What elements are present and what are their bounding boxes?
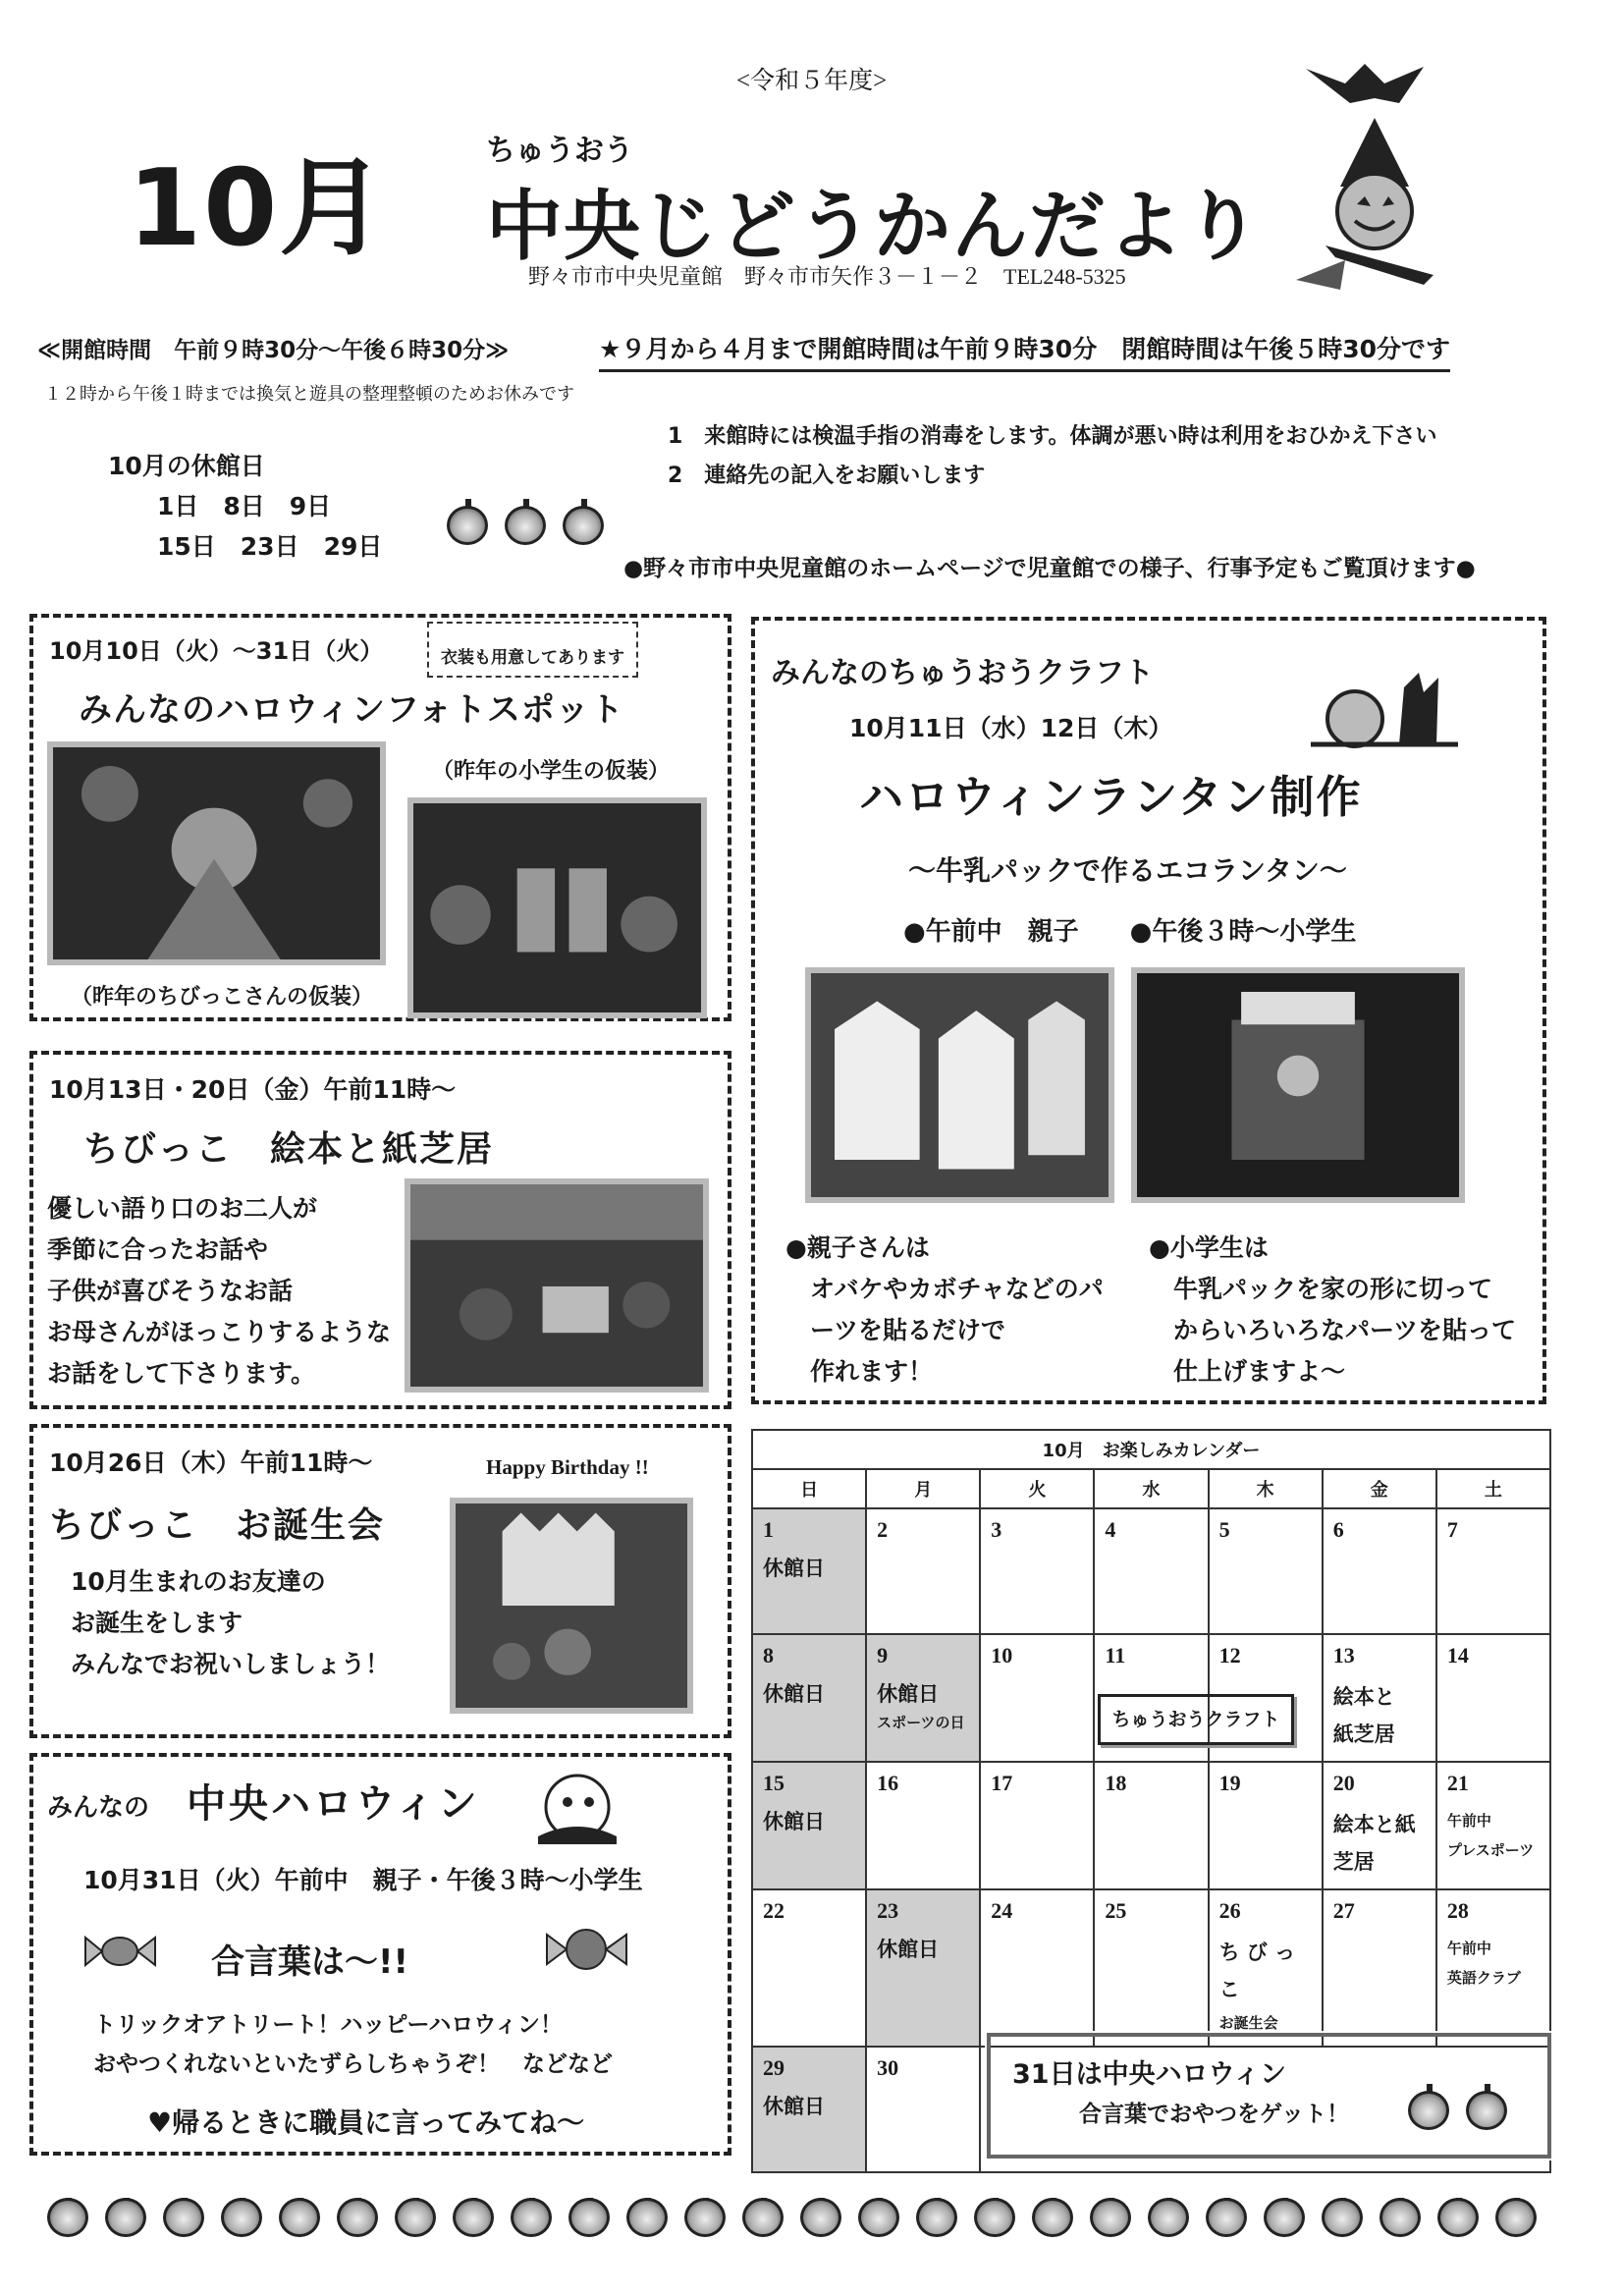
birthday-title: ちびっこ お誕生会 [49, 1505, 386, 1546]
witch-pumpkin-icon [1286, 49, 1463, 295]
final-note-line-2: 合言葉でおやつをゲット！ [1079, 2102, 1350, 2127]
day-number: 18 [1105, 1771, 1127, 1795]
fiscal-year: <令和５年度> [736, 68, 888, 94]
weekday-fri: 金 [1323, 1469, 1436, 1508]
pumpkin-icon [1380, 2198, 1421, 2237]
day-number: 26 [1218, 1898, 1241, 1923]
title-ruby: ちゅうおう [486, 134, 633, 168]
day-number: 5 [1218, 1517, 1230, 1542]
craft-parent-line: オバケやカボチャなどのパ [810, 1275, 1104, 1303]
play-sports-label: プレスポーツ [1446, 1841, 1535, 1859]
day-number: 28 [1446, 1898, 1469, 1923]
halloween-line-3: ♥帰るときに職員に言ってみてね～ [147, 2106, 585, 2139]
craft-date: 10月11日（水）12日（木） [849, 714, 1173, 742]
day-number: 16 [877, 1771, 899, 1795]
weekday-thu: 木 [1209, 1469, 1323, 1508]
calendar-day [980, 1634, 1094, 1762]
pumpkin-icon [1206, 2198, 1247, 2237]
newsletter-title: 中央じどうかんだより [486, 183, 1263, 271]
pumpkin-icon [1437, 2198, 1479, 2237]
month-title: 10月 [128, 147, 388, 270]
closed-label: 休館日 [763, 1557, 825, 1580]
craft-parent-text [785, 1228, 1104, 1393]
weekday-sun: 日 [752, 1469, 866, 1508]
pumpkin-icon [221, 2198, 262, 2237]
calendar-day [1323, 1762, 1436, 1889]
rule-2: 2 連絡先の記入をお願いします [668, 464, 986, 488]
day-number: 30 [877, 2055, 899, 2080]
address: 野々市市中央児童館 野々市市矢作３－１－２ TEL248-5325 [528, 264, 1126, 289]
day-number: 8 [763, 1643, 774, 1667]
calendar-day [866, 2047, 980, 2172]
day-number: 3 [991, 1517, 1002, 1542]
birthday-text [71, 1561, 390, 1685]
caption-elementary: （昨年の小学生の仮装） [432, 759, 671, 784]
english-club-label: 英語クラブ [1446, 1969, 1521, 1987]
aikotoba: 合言葉は～!! [211, 1942, 409, 1982]
candy-icon [83, 1930, 157, 1974]
craft-kids-line: 牛乳パックを家の形に切って [1173, 1275, 1493, 1303]
calendar-day [752, 1508, 866, 1634]
pumpkin-icon [337, 2198, 378, 2237]
day-number: 10 [991, 1643, 1013, 1667]
calendar-day [1094, 1508, 1208, 1634]
day-number: 22 [763, 1898, 784, 1923]
pumpkin-icon [47, 2198, 88, 2237]
day-number: 20 [1332, 1771, 1355, 1795]
pumpkin-icon [1148, 2198, 1189, 2237]
happy-birthday: Happy Birthday !! [486, 1455, 649, 1479]
calendar-day [866, 1508, 980, 1634]
closed-label: 休館日 [763, 2095, 825, 2118]
ehon-label: 絵本と [1332, 1685, 1395, 1709]
ehon-label: 芝居 [1332, 1850, 1375, 1874]
birthday-line: 10月生まれのお友達の [71, 1567, 326, 1596]
tanjokai-label: お誕生会 [1218, 2014, 1278, 2032]
calendar-day [1209, 1762, 1323, 1889]
final-note-box [987, 2033, 1551, 2159]
day-number: 6 [1332, 1517, 1344, 1542]
calendar-day [752, 1889, 866, 2047]
ehon-label: 絵本と紙 [1332, 1813, 1416, 1836]
pumpkin-icon [1408, 2091, 1449, 2130]
calendar-day [866, 1634, 980, 1762]
calendar-day [1094, 1762, 1208, 1889]
halloween-line-2: おやつくれないといたずらしちゃうぞ！ などなど [93, 2051, 613, 2077]
closed-days-row2: 15日 23日 29日 [157, 532, 383, 561]
closed-days-row1: 1日 8日 9日 [157, 492, 332, 520]
calendar-day [1436, 1762, 1550, 1889]
pumpkin-icon [1264, 2198, 1305, 2237]
day-number: 23 [877, 1898, 899, 1923]
pumpkins-icon [447, 506, 621, 549]
candy-icon [545, 1923, 628, 1977]
ehon-text [47, 1188, 391, 1394]
day-number: 7 [1446, 1517, 1458, 1542]
photo-lantern-1 [805, 967, 1114, 1203]
weekday-sat: 土 [1436, 1469, 1550, 1508]
calendar-day [980, 1762, 1094, 1889]
day-number: 19 [1218, 1771, 1241, 1795]
calendar-day [980, 1889, 1094, 2047]
ehon-line: お母さんがほっこりするような [47, 1318, 392, 1346]
pumpkin-icon [1090, 2198, 1131, 2237]
pumpkin-icon [800, 2198, 841, 2237]
hours-notice: ★９月から４月まで開館時間は午前９時30分 閉館時間は午後５時30分です [599, 330, 1450, 372]
craft-subtitle: ～牛乳パックで作るエコランタン～ [908, 854, 1347, 887]
day-number: 2 [877, 1517, 889, 1542]
day-number: 15 [763, 1771, 784, 1795]
photo-kids-costume [47, 741, 386, 965]
calendar-day [752, 1634, 866, 1762]
day-number: 27 [1332, 1898, 1355, 1923]
photospot-title: みんなのハロウィンフォトスポット [79, 690, 624, 730]
day-number: 11 [1105, 1643, 1126, 1667]
ehon-line: お話をして下さります。 [47, 1359, 316, 1388]
pumpkin-icon [105, 2198, 146, 2237]
calendar-day [1436, 1634, 1550, 1762]
pumpkin-icon [1322, 2198, 1363, 2237]
ehon-line: 子供が喜びそうなお話 [47, 1277, 294, 1305]
opening-hours: ≪開館時間 午前９時30分～午後６時30分≫ [37, 338, 510, 363]
craft-kids-head: ●小学生は [1149, 1233, 1269, 1262]
pumpkin-icon [505, 506, 546, 545]
craft-kids-text [1149, 1228, 1516, 1393]
day-number: 4 [1105, 1517, 1116, 1542]
birthday-date: 10月26日（木）午前11時～ [49, 1449, 373, 1477]
day-number: 24 [991, 1898, 1013, 1923]
calendar-title: 10月 お楽しみカレンダー [752, 1430, 1550, 1469]
pumpkin-icon [684, 2198, 726, 2237]
pumpkin-icon [742, 2198, 784, 2237]
day-number: 14 [1446, 1643, 1469, 1667]
pumpkin-icon [1495, 2198, 1537, 2237]
craft-kids-line: 仕上げますよ～ [1173, 1357, 1346, 1386]
day-number: 21 [1446, 1771, 1469, 1795]
calendar-day [1436, 1508, 1550, 1634]
day-number: 25 [1105, 1898, 1127, 1923]
craft-parent-line: ーツを貼るだけで [810, 1316, 1006, 1344]
ehon-line: 季節に合ったお話や [47, 1235, 269, 1264]
craft-parent-head: ●親子さんは [785, 1233, 930, 1262]
halloween-line-1: トリックオアトリート！ハッピーハロウィン！ [93, 2012, 563, 2038]
lunch-break-note: １２時から午後１時までは換気と遊具の整理整頓のためお休みです [44, 384, 574, 405]
sports-day-label: スポーツの日 [877, 1714, 965, 1731]
ehon-title: ちびっこ 絵本と紙芝居 [83, 1129, 495, 1170]
halloween-character-icon [518, 1768, 626, 1846]
am-label: 午前中 [1446, 1940, 1491, 1957]
homepage-note: ●野々市市中央児童館のホームページで児童館での様子、行事予定もご覧頂けます● [623, 556, 1476, 581]
calendar-day [1436, 1889, 1550, 2047]
craft-times: ●午前中 親子 ●午後３時～小学生 [903, 917, 1357, 947]
pumpkin-icon [974, 2198, 1015, 2237]
pumpkin-icon [395, 2198, 436, 2237]
calendar-day [866, 1889, 980, 2047]
craft-header: みんなのちゅうおうクラフト [771, 656, 1154, 690]
photospot-date: 10月10日（火）～31日（火） [49, 637, 384, 665]
closed-label: 休館日 [763, 1682, 825, 1706]
pumpkin-icon [1032, 2198, 1073, 2237]
pumpkin-border [47, 2198, 1569, 2257]
caption-kids: （昨年のちびっこさんの仮装） [71, 985, 374, 1010]
pumpkin-icon [1466, 2091, 1507, 2130]
halloween-date: 10月31日（火）午前中 親子・午後３時～小学生 [83, 1866, 643, 1894]
calendar-day [980, 1508, 1094, 1634]
craft-parent-line: 作れます！ [810, 1357, 934, 1386]
calendar-day [1094, 1889, 1208, 2047]
pumpkin-cat-icon [1311, 658, 1458, 751]
calendar-day [752, 1762, 866, 1889]
birthday-line: みんなでお祝いしましょう！ [71, 1650, 391, 1678]
closed-label: 休館日 [877, 1682, 940, 1706]
final-note-line-1: 31日は中央ハロウィン [1012, 2059, 1286, 2090]
halloween-title: 中央ハロウィン [187, 1781, 480, 1827]
ehon-date: 10月13日・20日（金）午前11時～ [49, 1075, 457, 1104]
calendar-day [1209, 1508, 1323, 1634]
halloween-pre: みんなの [47, 1793, 150, 1823]
day-number: 29 [763, 2055, 784, 2080]
closed-label: 休館日 [877, 1938, 940, 1961]
pumpkin-icon [511, 2198, 552, 2237]
weekday-wed: 水 [1094, 1469, 1208, 1508]
costume-note: 衣装も用意してあります [427, 622, 638, 678]
pumpkin-icon [447, 506, 488, 545]
weekday-mon: 月 [866, 1469, 980, 1508]
pumpkin-icon [626, 2198, 668, 2237]
photo-storytelling [405, 1178, 709, 1393]
ehon-label: 紙芝居 [1332, 1722, 1395, 1746]
closed-label: 休館日 [763, 1810, 825, 1833]
am-label: 午前中 [1446, 1812, 1491, 1830]
craft-calendar-label: ちゅうおうクラフト [1098, 1694, 1294, 1745]
day-number: 12 [1218, 1643, 1241, 1667]
weekday-tue: 火 [980, 1469, 1094, 1508]
photo-lantern-2 [1131, 967, 1465, 1203]
day-number: 13 [1332, 1643, 1355, 1667]
calendar-day [1323, 1889, 1436, 2047]
chibikko-label: ち び っ こ [1218, 1941, 1296, 2001]
calendar-day [1323, 1634, 1436, 1762]
rule-1: 1 来館時には検温手指の消毒をします。体調が悪い時は利用をおひかえ下さい [668, 424, 1437, 449]
craft-title: ハロウィンランタン制作 [859, 771, 1363, 823]
day-number: 9 [877, 1643, 889, 1667]
day-number: 17 [991, 1771, 1013, 1795]
ehon-line: 優しい語り口のお二人が [47, 1194, 318, 1223]
photo-birthday [450, 1498, 693, 1714]
calendar-day [752, 2047, 866, 2172]
pumpkin-icon [563, 506, 604, 545]
day-number: 1 [763, 1517, 774, 1542]
birthday-line: お誕生をします [71, 1609, 243, 1637]
pumpkin-icon [858, 2198, 899, 2237]
pumpkins-icon [1408, 2091, 1524, 2134]
pumpkin-icon [916, 2198, 957, 2237]
pumpkin-icon [453, 2198, 494, 2237]
calendar-day [866, 1762, 980, 1889]
pumpkin-icon [163, 2198, 204, 2237]
calendar-day [1323, 1508, 1436, 1634]
pumpkin-icon [568, 2198, 610, 2237]
calendar-day [1209, 1889, 1323, 2047]
photo-elementary-costume [407, 797, 707, 1018]
closed-days-title: 10月の休館日 [108, 452, 265, 480]
pumpkin-icon [279, 2198, 320, 2237]
craft-kids-line: からいろいろなパーツを貼って [1173, 1316, 1517, 1344]
